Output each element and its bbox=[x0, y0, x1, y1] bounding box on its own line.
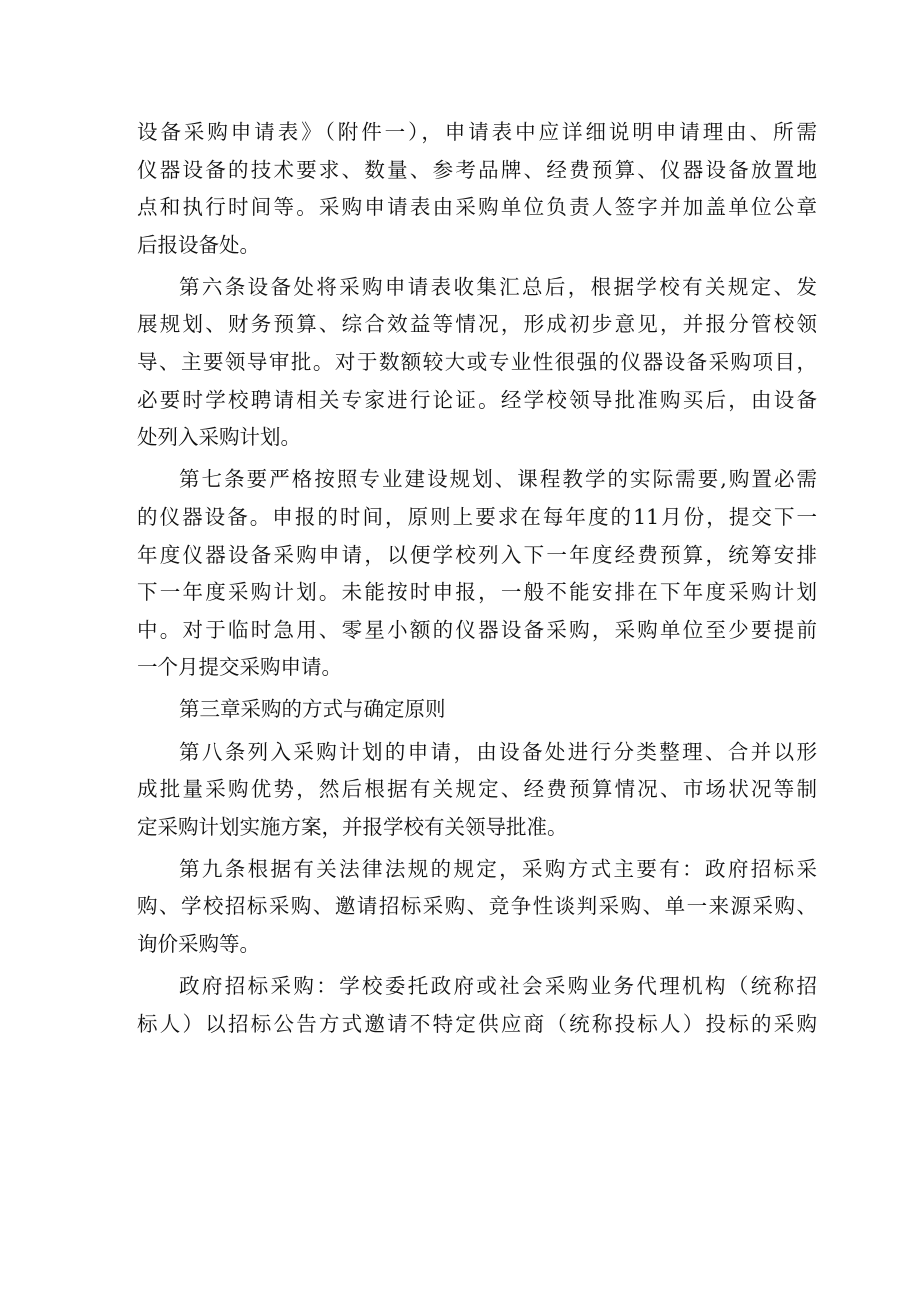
paragraph-article-7 bbox=[137, 461, 817, 687]
text-line: 第九条根据有关法律法规的规定，采购方式主要有：政府招标采 bbox=[179, 856, 817, 881]
chapter-title: 第三章采购的方式与确定原则 bbox=[179, 697, 446, 722]
text-line: 处列入采购计划。 bbox=[137, 425, 301, 450]
paragraph-article-6 bbox=[137, 269, 817, 457]
text-line: 仪器设备的技术要求、数量、参考品牌、经费预算、仪器设备放置地 bbox=[137, 157, 817, 182]
text-line: 定采购计划实施方案，并报学校有关领导批准。 bbox=[137, 814, 568, 839]
text-line: 后报设备处。 bbox=[137, 232, 260, 257]
text-line: 必要时学校聘请相关专家进行论证。经学校领导批准购买后，由设备 bbox=[137, 387, 817, 412]
paragraph-article-9 bbox=[137, 851, 817, 964]
text-line: 的仪器设备。申报的时间，原则上要求在每年度的11月份，提交下一 bbox=[137, 504, 817, 529]
text-line: 点和执行时间等。采购申请表由采购单位负责人签字并加盖单位公章 bbox=[137, 195, 817, 220]
text-line: 成批量采购优势，然后根据有关规定、经费预算情况、市场状况等制 bbox=[137, 777, 817, 802]
text-line: 询价采购等。 bbox=[137, 931, 260, 956]
text-line: 第七条要严格按照专业建设规划、课程教学的实际需要,购置必需 bbox=[179, 467, 817, 492]
paragraph-government-tender bbox=[137, 968, 817, 1043]
text-line: 中。对于临时急用、零星小额的仪器设备采购，采购单位至少要提前 bbox=[137, 617, 817, 642]
paragraph-article-5-continued bbox=[137, 114, 817, 264]
chapter-heading bbox=[137, 691, 817, 729]
text-line: 第八条列入采购计划的申请，由设备处进行分类整理、合并以形 bbox=[179, 739, 817, 764]
text-line: 购、学校招标采购、邀请招标采购、竞争性谈判采购、单一来源采购、 bbox=[137, 894, 817, 919]
text-line: 设备采购申请表》（附件一），申请表中应详细说明申请理由、所需 bbox=[137, 120, 817, 144]
text-line: 下一年度采购计划。未能按时申报，一般不能安排在下年度采购计划 bbox=[137, 580, 817, 605]
paragraph-article-8 bbox=[137, 734, 817, 847]
document-body bbox=[137, 114, 817, 1043]
text-line: 第六条设备处将采购申请表收集汇总后，根据学校有关规定、发 bbox=[179, 274, 817, 299]
text-line: 标人）以招标公告方式邀请不特定供应商（统称投标人）投标的采购 bbox=[137, 1011, 817, 1036]
text-line: 导、主要领导审批。对于数额较大或专业性很强的仪器设备采购项目， bbox=[137, 350, 817, 375]
text-line: 年度仪器设备采购申请，以便学校列入下一年度经费预算，统筹安排 bbox=[137, 542, 817, 567]
text-line: 一个月提交采购申请。 bbox=[137, 655, 342, 680]
text-line: 政府招标采购：学校委托政府或社会采购业务代理机构（统称招 bbox=[179, 974, 817, 999]
text-line: 展规划、财务预算、综合效益等情况，形成初步意见，并报分管校领 bbox=[137, 312, 817, 337]
